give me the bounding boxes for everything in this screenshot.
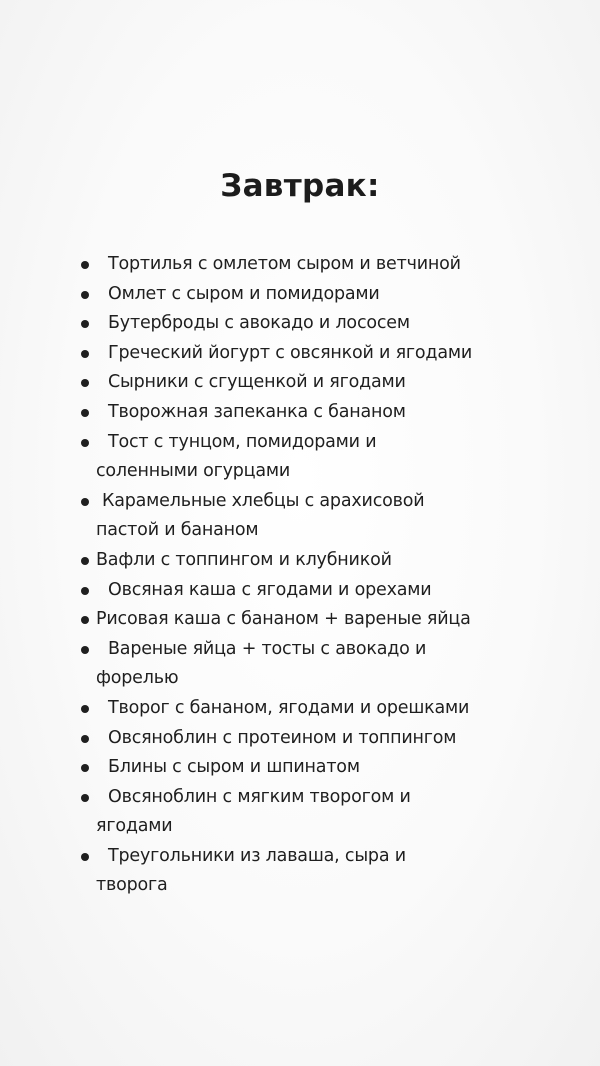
list-item-text: Сырники с сгущенкой и ягодами <box>108 372 406 393</box>
list-item-text: Омлет с сыром и помидорами <box>108 283 380 304</box>
list-item <box>78 635 548 694</box>
list-item <box>78 724 548 754</box>
list-item <box>78 368 548 398</box>
bullet-icon <box>81 498 89 506</box>
page-title: Завтрак: <box>220 168 380 204</box>
list-item-continuation: форелью <box>96 668 179 689</box>
bullet-icon <box>81 853 89 861</box>
list-item <box>78 309 548 339</box>
bullet-icon <box>81 261 89 269</box>
bullet-icon <box>81 794 89 802</box>
list-item <box>78 605 548 635</box>
list-item-text: Блины с сыром и шпинатом <box>108 757 360 778</box>
list-item <box>78 576 548 606</box>
bullet-icon <box>81 557 89 565</box>
list-item <box>78 250 548 280</box>
list-item <box>78 428 548 487</box>
list-item-text: Бутерброды с авокадо и лососем <box>108 313 410 334</box>
list-item <box>78 694 548 724</box>
bullet-icon <box>81 439 89 447</box>
list-item-text: Вафли с топпингом и клубникой <box>96 549 392 570</box>
list-item <box>78 280 548 310</box>
list-item <box>78 783 548 842</box>
list-item <box>78 546 548 576</box>
list-item-text: Рисовая каша с бананом + вареные яйца <box>96 609 471 630</box>
list-item-text: Вареные яйца + тосты с авокадо и <box>108 638 427 659</box>
list-item-text: Овсяноблин с протеином и топпингом <box>108 727 457 748</box>
list-item-continuation: творога <box>96 875 168 896</box>
list-item <box>78 339 548 369</box>
list-item-text: Овсяноблин с мягким творогом и <box>108 786 411 807</box>
list-item-text: Тост с тунцом, помидорами и <box>108 431 377 452</box>
list-item-text: Творожная запеканка с бананом <box>108 401 406 422</box>
list-item <box>78 753 548 783</box>
list-item-text: Овсяная каша с ягодами и орехами <box>108 579 432 600</box>
bullet-icon <box>81 291 89 299</box>
bullet-icon <box>81 735 89 743</box>
list-item-continuation: пастой и бананом <box>96 520 259 541</box>
list-item-text: Треугольники из лаваша, сыра и <box>108 845 406 866</box>
list-item-text: Карамельные хлебцы с арахисовой <box>102 490 425 511</box>
list-item-text: Творог с бананом, ягодами и орешками <box>108 697 470 718</box>
bullet-icon <box>81 350 89 358</box>
bullet-icon <box>81 409 89 417</box>
list-item-continuation: соленными огурцами <box>96 461 291 482</box>
list-item-continuation: ягодами <box>96 816 173 837</box>
list-item <box>78 398 548 428</box>
list-item <box>78 842 548 901</box>
list-item <box>78 487 548 546</box>
breakfast-list <box>78 250 548 901</box>
list-item-text: Греческий йогурт с овсянкой и ягодами <box>108 342 473 363</box>
list-item-text: Тортилья с омлетом сыром и ветчиной <box>108 254 461 274</box>
bullet-icon <box>81 587 89 595</box>
bullet-icon <box>81 705 89 713</box>
bullet-icon <box>81 646 89 654</box>
